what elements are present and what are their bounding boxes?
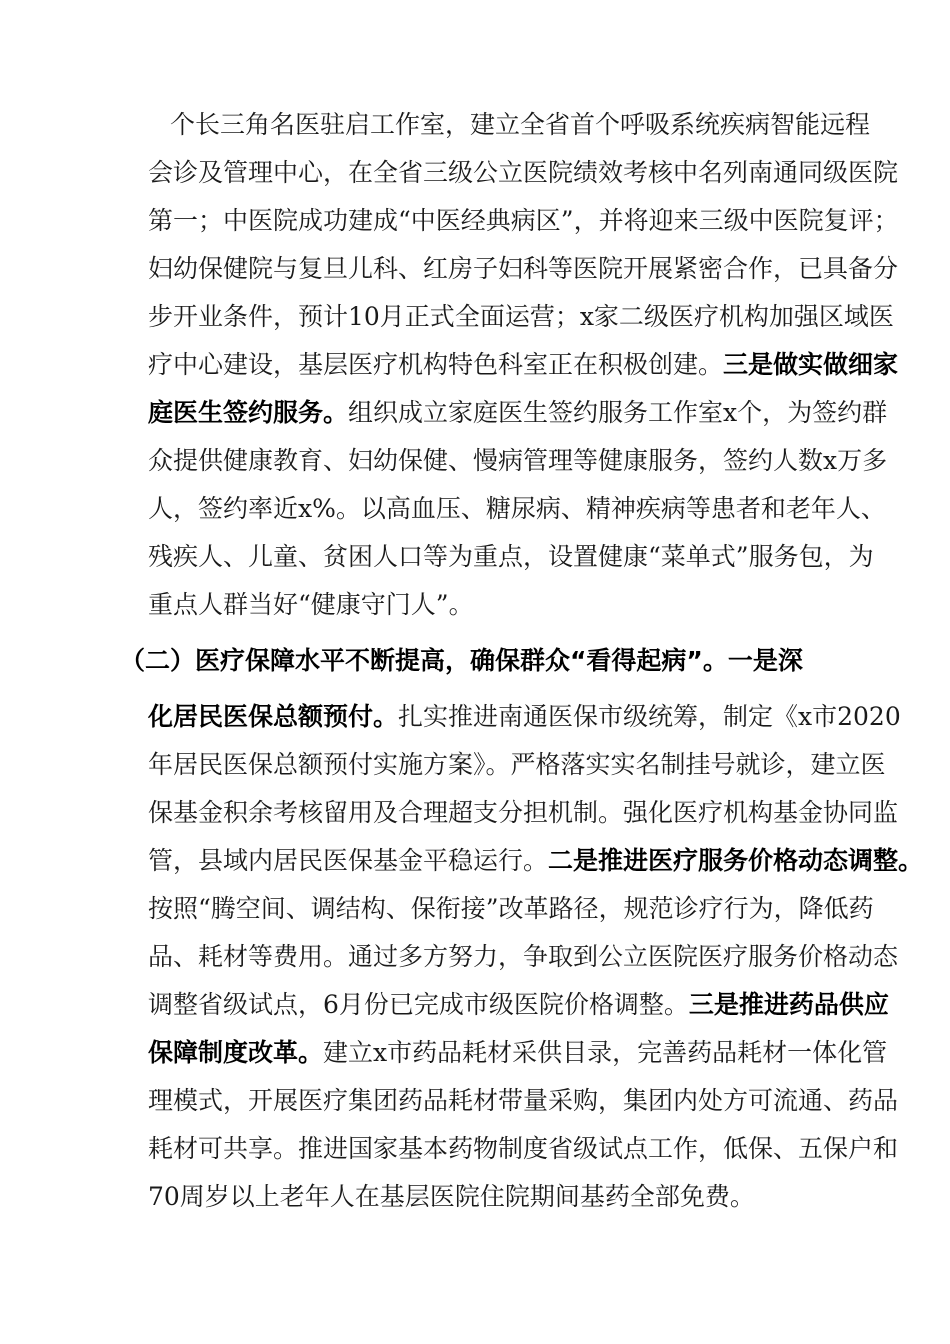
para2-line-2-bold: 化居民医保总额预付。 (148, 702, 399, 731)
para2-line-8-text: 调整省级试点，6月份已完成市级医院价格调整。 (148, 990, 689, 1019)
para1-line-5: 步开业条件，预计10月正式全面运营；x家二级医疗机构加强区域医 (148, 302, 894, 331)
para1-line-8: 众提供健康教育、妇幼保健、慢病管理等健康服务，签约人数x万多 (148, 446, 888, 475)
para1-line-7-bold: 庭医生签约服务。 (148, 398, 349, 427)
para1-line-11: 重点人群当好“健康守门人”。 (148, 590, 474, 619)
para2-line-5-bold: 二是推进医疗服务价格动态调整。 (548, 846, 924, 875)
para1-line-10: 残疾人、儿童、贫困人口等为重点，设置健康“菜单式”服务包，为 (148, 542, 874, 571)
para2-line-7: 品、耗材等费用。通过多方努力，争取到公立医院医疗服务价格动态 (148, 942, 899, 971)
para1-line-1: 个长三角名医驻启工作室，建立全省首个呼吸系统疾病智能远程 (170, 110, 871, 139)
para1-line-3: 第一；中医院成功建成“中医经典病区”，并将迎来三级中医院复评； (148, 206, 899, 235)
para1-line-9: 人，签约率近x%。以高血压、糖尿病、精神疾病等患者和老年人、 (148, 494, 886, 523)
para1-line-2: 会诊及管理中心，在全省三级公立医院绩效考核中名列南通同级医院 (148, 158, 899, 187)
para2-line-4: 保基金积余考核留用及合理超支分担机制。强化医疗机构基金协同监 (148, 798, 899, 827)
para2-line-3: 年居民医保总额预付实施方案》。严格落实实名制挂号就诊，建立医 (148, 750, 886, 779)
para2-line-8-bold: 三是推进药品供应 (688, 990, 889, 1019)
para2-heading-line: （二）医疗保障水平不断提高，确保群众“看得起病”。一是深 (120, 646, 803, 675)
para2-line-5 (148, 841, 923, 881)
para1-line-7 (148, 393, 887, 433)
para2-line-12: 70周岁以上老年人在基层医院住院期间基药全部免费。 (148, 1182, 755, 1211)
para2-line-10: 理模式，开展医疗集团药品耗材带量采购，集团内处方可流通、药品 (148, 1086, 899, 1115)
para1-line-6 (148, 345, 898, 385)
para2-line-9 (148, 1033, 887, 1073)
para1-line-4: 妇幼保健院与复旦儿科、红房子妇科等医院开展紧密合作，已具备分 (148, 254, 899, 283)
para1-line-7-text: 组织成立家庭医生签约服务工作室x个，为签约群 (348, 398, 888, 427)
para2-line-6: 按照“腾空间、调结构、保衔接”改革路径，规范诊疗行为，降低药 (148, 894, 874, 923)
para2-line-5-text: 管，县域内居民医保基金平稳运行。 (148, 846, 549, 875)
para2-line-8 (148, 985, 889, 1025)
para2-line-11: 耗材可共享。推进国家基本药物制度省级试点工作，低保、五保户和 (148, 1134, 899, 1163)
para2-line-2-text: 扎实推进南通医保市级统筹，制定《x市2020 (398, 702, 901, 731)
para2-line-9-bold: 保障制度改革。 (148, 1038, 324, 1067)
para2-line-9-text: 建立x市药品耗材采供目录，完善药品耗材一体化管 (323, 1038, 888, 1067)
para1-line-6-bold: 三是做实做细家 (723, 350, 899, 379)
para1-line-6-text: 疗中心建设，基层医疗机构特色科室正在积极创建。 (148, 350, 724, 379)
para2-line-2 (148, 697, 901, 737)
